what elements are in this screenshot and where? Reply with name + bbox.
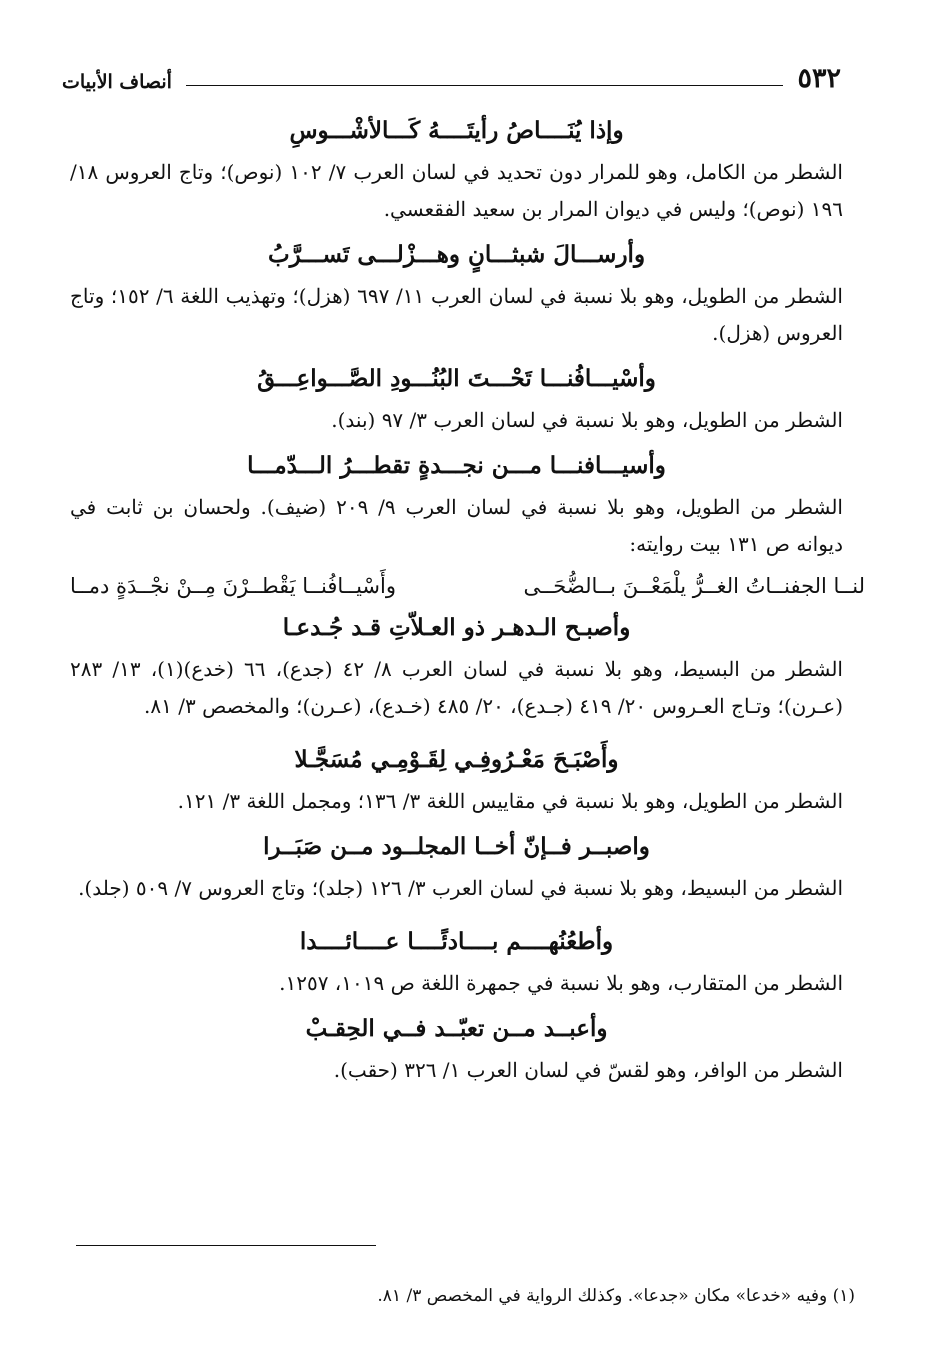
entry <box>70 824 843 907</box>
verse-half: وأَصْبَـحَ مَعْـرُوفِـي لِقَـوْمِـي مُسَجَّـلا <box>294 746 619 773</box>
verse-half: وأرســـالَ شبثـــانٍ وهـــزْلـــى تَســـرَّبُ <box>267 241 646 268</box>
entries-list <box>70 108 865 1093</box>
running-title: أنصاف الأبيات <box>62 71 172 93</box>
entry-commentary: الشطر من الوافر، وهو لقسّ في لسان العرب ١/ ٣٢٦ (حقب). <box>333 1058 843 1082</box>
quoted-couplet <box>70 567 865 605</box>
entry <box>70 232 843 352</box>
verse-half: وأعبــد مــن تعبّــد فــي الحِقـبْ <box>305 1015 608 1042</box>
footnote-separator <box>76 1245 376 1246</box>
entry-commentary: الشطر من البسيط، وهو بلا نسبة في لسان العرب ٣/ ١٢٦ (جلد)؛ وتاج العروس ٧/ ٥٠٩ (جلد). <box>78 876 843 900</box>
couplet-first-hemistich: لنــا الجفنــاتُ الغــرُّ يلْمَعْــنَ بــالضُّحَــى <box>523 574 865 598</box>
entry <box>70 108 843 228</box>
couplet-second-hemistich: وأَسْيــافُنــا يَقْطــرْنَ مِــنْ نجْــدَةٍ دمــا <box>70 574 396 598</box>
entry-commentary: الشطر من المتقارب، وهو بلا نسبة في جمهرة اللغة ص ١٠١٩، ١٢٥٧. <box>279 971 843 995</box>
entry-commentary: الشطر من الطويل، وهو بلا نسبة في لسان العرب ١١/ ٦٩٧ (هزل)؛ وتهذيب اللغة ٦/ ١٥٢؛ وتاج العروس (هزل). <box>70 284 843 345</box>
header-rule <box>186 85 784 86</box>
entry <box>70 1006 843 1089</box>
entry-commentary: الشطر من البسيط، وهو بلا نسبة في لسان العرب ٨/ ٤٢ (جدع)، ٦٦ (خدع)(١)، ١٣/ ٢٨٣ (عـرن)؛ وتـاج العـروس ٢٠/ ٤١٩ (جـدع)، ٢٠/ ٤٨٥ (خـدع)، (عـرن)؛ والمخصص ٣/ ٨١. <box>70 657 843 718</box>
entry <box>70 737 843 820</box>
footnote: (١) وفيه «خدعا» مكان «جدعا». وكذلك الرواية في المخصص ٣/ ٨١. <box>377 1286 855 1306</box>
entry-commentary: الشطر من الكامل، وهو للمرار دون تحديد في لسان العرب ٧/ ١٠٢ (نوص)؛ وتاج العروس ١٨/ ١٩٦ (نوص)؛ وليس في ديوان المرار بن سعيد الفقعسي. <box>70 160 843 221</box>
entry-commentary: الشطر من الطويل، وهو بلا نسبة في لسان العرب ٩/ ٢٠٩ (ضيف). ولحسان بن ثابت في ديوانه ص ١٣١ بيت روايته: <box>70 495 843 556</box>
entry <box>70 919 843 1002</box>
entry-commentary: الشطر من الطويل، وهو بلا نسبة في لسان العرب ٣/ ٩٧ (بند). <box>331 408 843 432</box>
entry-commentary: الشطر من الطويل، وهو بلا نسبة في مقاييس اللغة ٣/ ١٣٦؛ ومجمل اللغة ٣/ ١٢١. <box>177 789 843 813</box>
verse-half: وأطعُنُهــــم بــــادئًــــا عــــائــــدا <box>299 928 614 955</box>
entry <box>70 356 843 439</box>
verse-half: وإذا يُنَــــاصُ رأيتَــــهُ كَـــالأشْـــوسِ <box>289 117 624 144</box>
entry <box>70 605 843 725</box>
running-head <box>62 58 841 92</box>
verse-half: وأسْيـــافُنـــا تَحْـــتَ البُنُـــودِ الصَّـــواعِـــقُ <box>257 365 656 392</box>
verse-half: وأصبـح الـدهـر ذو العـلاّتِ قـد جُـدعـا <box>282 614 631 641</box>
entry <box>70 443 865 605</box>
page-number: ٥٣٢ <box>797 63 841 94</box>
verse-half: واصبــر فــإنّ أخــا المجلــود مــن صَبَــرا <box>263 833 650 860</box>
verse-half: وأسيـــافنـــا مـــن نجـــدةٍ تقطـــرُ الـــدّمـــا <box>247 452 666 479</box>
